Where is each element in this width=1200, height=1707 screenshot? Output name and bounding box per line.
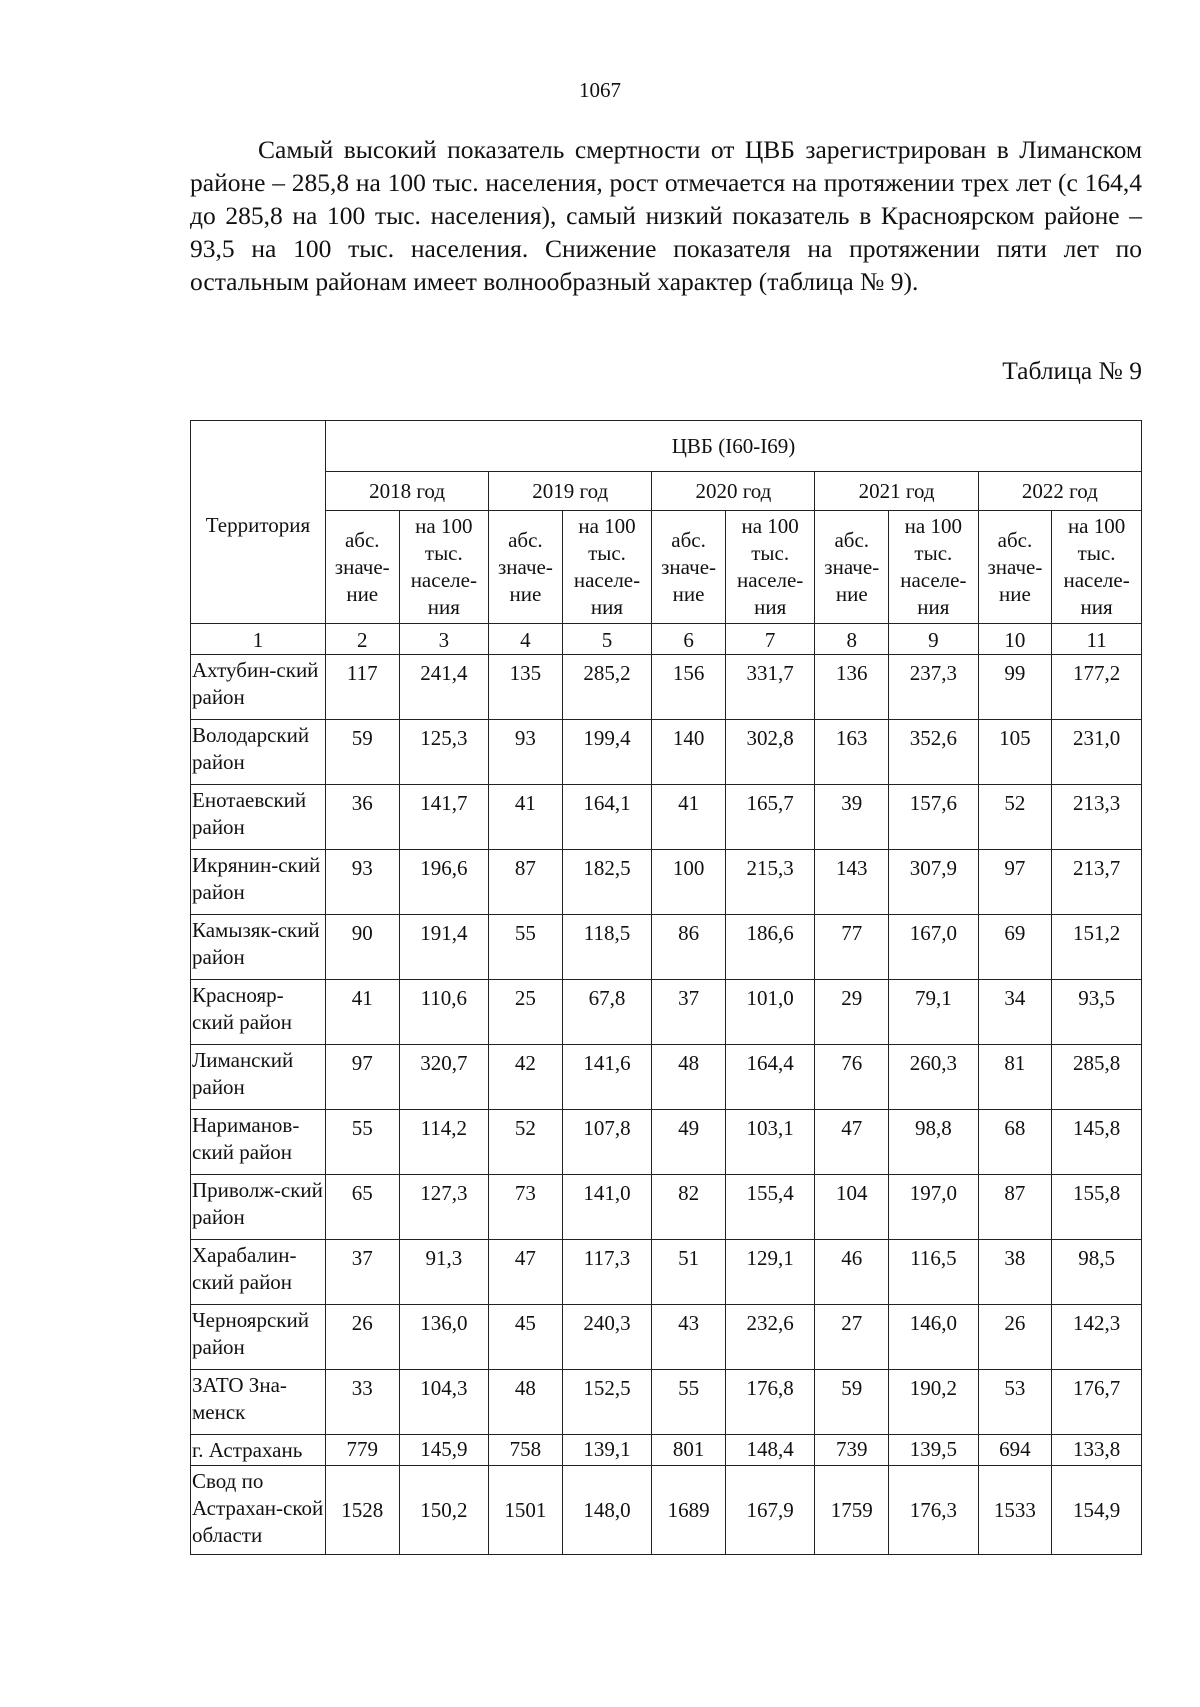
sub-header-abs: абс. значе-ние (978, 511, 1052, 624)
abs-value-cell: 39 (815, 785, 889, 850)
rate-value-cell: 176,7 (1052, 1370, 1142, 1435)
abs-value-cell: 100 (652, 850, 726, 915)
abs-value-cell: 136 (815, 655, 889, 720)
territory-cell: г. Астрахань (191, 1435, 326, 1466)
column-number: 8 (815, 624, 889, 655)
territory-cell: Приволж-ский район (191, 1175, 326, 1240)
territory-cell: Краснояр-ский район (191, 980, 326, 1045)
rate-value-cell: 141,0 (562, 1175, 652, 1240)
rate-value-cell: 91,3 (399, 1240, 489, 1305)
year-header: 2019 год (489, 472, 652, 511)
group-header: ЦВБ (I60-I69) (325, 421, 1141, 472)
abs-value-cell: 69 (978, 915, 1052, 980)
abs-value-cell: 37 (325, 1240, 399, 1305)
page-number: 1067 (579, 78, 621, 102)
abs-value-cell: 81 (978, 1045, 1052, 1110)
sub-header-abs: абс. значе-ние (652, 511, 726, 624)
abs-value-cell: 87 (489, 850, 563, 915)
abs-value-cell: 48 (652, 1045, 726, 1110)
rate-value-cell: 285,8 (1052, 1045, 1142, 1110)
abs-value-cell: 1528 (325, 1466, 399, 1555)
table-row (191, 720, 1142, 785)
table-row (191, 1305, 1142, 1370)
abs-value-cell: 1533 (978, 1466, 1052, 1555)
sub-header-rate: на 100 тыс. населе-ния (725, 511, 815, 624)
abs-value-cell: 47 (815, 1110, 889, 1175)
body-paragraph: Самый высокий показатель смертности от ЦВБ зарегистрирован в Лиманском районе – 285,8 на 100 тыс. населения, рост отмечается на протяжении трех лет (с 164,4 до 285,8 на 100 тыс. населения), самый низкий показатель в Красноярском районе – 93,5 на 100 тыс. населения. Снижение показателя на протяжении пяти лет по остальным районам имеет волнообразный характер (таблица № 9). (190, 135, 1142, 296)
table-row (191, 1045, 1142, 1110)
rate-value-cell: 237,3 (889, 655, 979, 720)
territory-cell: ЗАТО Зна-менск (191, 1370, 326, 1435)
abs-value-cell: 33 (325, 1370, 399, 1435)
abs-value-cell: 86 (652, 915, 726, 980)
abs-value-cell: 739 (815, 1435, 889, 1466)
abs-value-cell: 694 (978, 1435, 1052, 1466)
sub-header-rate: на 100 тыс. населе-ния (399, 511, 489, 624)
abs-value-cell: 97 (978, 850, 1052, 915)
rate-value-cell: 260,3 (889, 1045, 979, 1110)
table-row (191, 1370, 1142, 1435)
rate-value-cell: 164,4 (725, 1045, 815, 1110)
abs-value-cell: 1759 (815, 1466, 889, 1555)
rate-value-cell: 177,2 (1052, 655, 1142, 720)
territory-cell: Володарский район (191, 720, 326, 785)
rate-value-cell: 114,2 (399, 1110, 489, 1175)
abs-value-cell: 73 (489, 1175, 563, 1240)
rate-value-cell: 213,7 (1052, 850, 1142, 915)
rate-value-cell: 302,8 (725, 720, 815, 785)
rate-value-cell: 197,0 (889, 1175, 979, 1240)
abs-value-cell: 779 (325, 1435, 399, 1466)
abs-value-cell: 93 (325, 850, 399, 915)
abs-value-cell: 801 (652, 1435, 726, 1466)
abs-value-cell: 143 (815, 850, 889, 915)
abs-value-cell: 117 (325, 655, 399, 720)
abs-value-cell: 59 (325, 720, 399, 785)
rate-value-cell: 167,9 (725, 1466, 815, 1555)
rate-value-cell: 107,8 (562, 1110, 652, 1175)
rate-value-cell: 98,8 (889, 1110, 979, 1175)
rate-value-cell: 139,1 (562, 1435, 652, 1466)
abs-value-cell: 55 (325, 1110, 399, 1175)
abs-value-cell: 68 (978, 1110, 1052, 1175)
table-row (191, 850, 1142, 915)
abs-value-cell: 90 (325, 915, 399, 980)
abs-value-cell: 43 (652, 1305, 726, 1370)
abs-value-cell: 41 (489, 785, 563, 850)
rate-value-cell: 155,8 (1052, 1175, 1142, 1240)
abs-value-cell: 77 (815, 915, 889, 980)
rate-value-cell: 148,4 (725, 1435, 815, 1466)
abs-value-cell: 41 (652, 785, 726, 850)
abs-value-cell: 76 (815, 1045, 889, 1110)
abs-value-cell: 37 (652, 980, 726, 1045)
abs-value-cell: 59 (815, 1370, 889, 1435)
sub-header-abs: абс. значе-ние (815, 511, 889, 624)
sub-header-abs: абс. значе-ние (325, 511, 399, 624)
abs-value-cell: 93 (489, 720, 563, 785)
rate-value-cell: 352,6 (889, 720, 979, 785)
rate-value-cell: 141,6 (562, 1045, 652, 1110)
rate-value-cell: 129,1 (725, 1240, 815, 1305)
rate-value-cell: 101,0 (725, 980, 815, 1045)
abs-value-cell: 49 (652, 1110, 726, 1175)
abs-value-cell: 1501 (489, 1466, 563, 1555)
rate-value-cell: 231,0 (1052, 720, 1142, 785)
rate-value-cell: 67,8 (562, 980, 652, 1045)
column-number: 6 (652, 624, 726, 655)
rate-value-cell: 117,3 (562, 1240, 652, 1305)
rate-value-cell: 196,6 (399, 850, 489, 915)
rate-value-cell: 164,1 (562, 785, 652, 850)
rate-value-cell: 110,6 (399, 980, 489, 1045)
rate-value-cell: 125,3 (399, 720, 489, 785)
abs-value-cell: 36 (325, 785, 399, 850)
table-row (191, 1240, 1142, 1305)
abs-value-cell: 140 (652, 720, 726, 785)
territory-cell: Черноярский район (191, 1305, 326, 1370)
abs-value-cell: 55 (489, 915, 563, 980)
column-number: 9 (889, 624, 979, 655)
rate-value-cell: 103,1 (725, 1110, 815, 1175)
table-row (191, 785, 1142, 850)
column-number: 1 (191, 624, 326, 655)
table-row (191, 1435, 1142, 1466)
abs-value-cell: 135 (489, 655, 563, 720)
column-number: 10 (978, 624, 1052, 655)
territory-cell: Свод по Астрахан-ской области (191, 1466, 326, 1555)
rate-value-cell: 127,3 (399, 1175, 489, 1240)
rate-value-cell: 150,2 (399, 1466, 489, 1555)
rate-value-cell: 152,5 (562, 1370, 652, 1435)
year-header: 2022 год (978, 472, 1141, 511)
rate-value-cell: 186,6 (725, 915, 815, 980)
rate-value-cell: 104,3 (399, 1370, 489, 1435)
rate-value-cell: 176,3 (889, 1466, 979, 1555)
rate-value-cell: 157,6 (889, 785, 979, 850)
abs-value-cell: 38 (978, 1240, 1052, 1305)
rate-value-cell: 320,7 (399, 1045, 489, 1110)
rate-value-cell: 116,5 (889, 1240, 979, 1305)
rate-value-cell: 240,3 (562, 1305, 652, 1370)
abs-value-cell: 163 (815, 720, 889, 785)
rate-value-cell: 285,2 (562, 655, 652, 720)
abs-value-cell: 65 (325, 1175, 399, 1240)
abs-value-cell: 52 (978, 785, 1052, 850)
column-number: 4 (489, 624, 563, 655)
rate-value-cell: 331,7 (725, 655, 815, 720)
rate-value-cell: 146,0 (889, 1305, 979, 1370)
table-row (191, 1175, 1142, 1240)
sub-header-abs: абс. значе-ние (489, 511, 563, 624)
table-row (191, 915, 1142, 980)
column-number: 11 (1052, 624, 1142, 655)
territory-header: Территория (191, 421, 326, 624)
rate-value-cell: 145,8 (1052, 1110, 1142, 1175)
year-header: 2021 год (815, 472, 978, 511)
abs-value-cell: 1689 (652, 1466, 726, 1555)
rate-value-cell: 154,9 (1052, 1466, 1142, 1555)
abs-value-cell: 55 (652, 1370, 726, 1435)
abs-value-cell: 26 (978, 1305, 1052, 1370)
abs-value-cell: 51 (652, 1240, 726, 1305)
rate-value-cell: 176,8 (725, 1370, 815, 1435)
abs-value-cell: 758 (489, 1435, 563, 1466)
rate-value-cell: 190,2 (889, 1370, 979, 1435)
sub-header-rate: на 100 тыс. населе-ния (889, 511, 979, 624)
rate-value-cell: 307,9 (889, 850, 979, 915)
abs-value-cell: 25 (489, 980, 563, 1045)
column-number: 5 (562, 624, 652, 655)
abs-value-cell: 34 (978, 980, 1052, 1045)
rate-value-cell: 167,0 (889, 915, 979, 980)
territory-cell: Енотаевский район (191, 785, 326, 850)
table-row (191, 980, 1142, 1045)
rate-value-cell: 241,4 (399, 655, 489, 720)
column-number: 2 (325, 624, 399, 655)
rate-value-cell: 213,3 (1052, 785, 1142, 850)
abs-value-cell: 87 (978, 1175, 1052, 1240)
table-row (191, 1110, 1142, 1175)
rate-value-cell: 136,0 (399, 1305, 489, 1370)
territory-cell: Нариманов-ский район (191, 1110, 326, 1175)
rate-value-cell: 232,6 (725, 1305, 815, 1370)
rate-value-cell: 139,5 (889, 1435, 979, 1466)
rate-value-cell: 142,3 (1052, 1305, 1142, 1370)
sub-header-rate: на 100 тыс. населе-ния (1052, 511, 1142, 624)
abs-value-cell: 97 (325, 1045, 399, 1110)
table-row (191, 1466, 1142, 1555)
rate-value-cell: 191,4 (399, 915, 489, 980)
abs-value-cell: 104 (815, 1175, 889, 1240)
rate-value-cell: 118,5 (562, 915, 652, 980)
rate-value-cell: 182,5 (562, 850, 652, 915)
territory-cell: Лиманский район (191, 1045, 326, 1110)
abs-value-cell: 41 (325, 980, 399, 1045)
abs-value-cell: 52 (489, 1110, 563, 1175)
column-number: 3 (399, 624, 489, 655)
abs-value-cell: 42 (489, 1045, 563, 1110)
abs-value-cell: 82 (652, 1175, 726, 1240)
abs-value-cell: 99 (978, 655, 1052, 720)
abs-value-cell: 156 (652, 655, 726, 720)
sub-header-rate: на 100 тыс. населе-ния (562, 511, 652, 624)
abs-value-cell: 29 (815, 980, 889, 1045)
mortality-table (190, 420, 1142, 1555)
rate-value-cell: 199,4 (562, 720, 652, 785)
rate-value-cell: 79,1 (889, 980, 979, 1045)
rate-value-cell: 141,7 (399, 785, 489, 850)
abs-value-cell: 27 (815, 1305, 889, 1370)
abs-value-cell: 47 (489, 1240, 563, 1305)
rate-value-cell: 145,9 (399, 1435, 489, 1466)
rate-value-cell: 98,5 (1052, 1240, 1142, 1305)
table-caption: Таблица № 9 (1002, 356, 1142, 385)
territory-cell: Камызяк-ский район (191, 915, 326, 980)
rate-value-cell: 148,0 (562, 1466, 652, 1555)
abs-value-cell: 48 (489, 1370, 563, 1435)
abs-value-cell: 45 (489, 1305, 563, 1370)
rate-value-cell: 93,5 (1052, 980, 1142, 1045)
column-number: 7 (725, 624, 815, 655)
table-row (191, 655, 1142, 720)
abs-value-cell: 53 (978, 1370, 1052, 1435)
year-header: 2018 год (325, 472, 488, 511)
territory-cell: Икрянин-ский район (191, 850, 326, 915)
territory-cell: Ахтубин-ский район (191, 655, 326, 720)
abs-value-cell: 26 (325, 1305, 399, 1370)
territory-cell: Харабалин-ский район (191, 1240, 326, 1305)
rate-value-cell: 165,7 (725, 785, 815, 850)
rate-value-cell: 155,4 (725, 1175, 815, 1240)
year-header: 2020 год (652, 472, 815, 511)
rate-value-cell: 215,3 (725, 850, 815, 915)
rate-value-cell: 133,8 (1052, 1435, 1142, 1466)
rate-value-cell: 151,2 (1052, 915, 1142, 980)
abs-value-cell: 105 (978, 720, 1052, 785)
abs-value-cell: 46 (815, 1240, 889, 1305)
